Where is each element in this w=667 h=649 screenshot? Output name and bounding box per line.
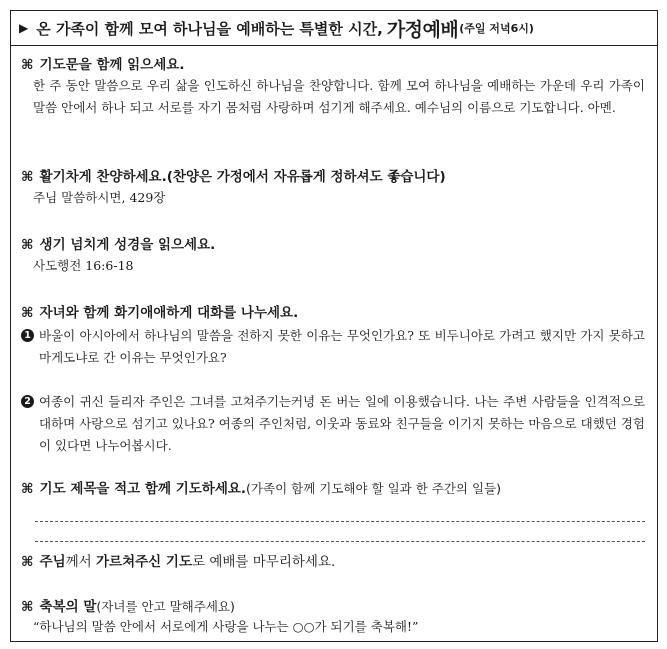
section-talk (21, 303, 649, 457)
section-heading: ⌘ 주님께서 가르쳐주신 기도로 예배를 마무리하세요. (21, 554, 336, 570)
section-prayer (21, 55, 649, 119)
section-heading: ⌘ 기도 제목을 적고 함께 기도하세요.(가족이 함께 기도해야 할 일과 한 주간의 일들) (21, 481, 501, 497)
command-mark-icon: ⌘ (21, 481, 34, 497)
section-scripture (21, 235, 649, 277)
command-mark-icon: ⌘ (21, 169, 34, 185)
section-heading: ⌘ 활기차게 찬양하세요.(찬양은 가정에서 자유롭게 정하셔도 좋습니다) (21, 169, 446, 185)
title-emphasis: 가정예배 (386, 18, 459, 41)
number-2-icon: 2 (21, 395, 34, 408)
writing-line (35, 541, 645, 542)
question-item (21, 325, 649, 369)
section-closing (21, 552, 649, 572)
command-mark-icon: ⌘ (21, 57, 34, 73)
section-blessing (21, 597, 649, 637)
section-prayer-topics (21, 479, 649, 499)
question-text: 여종이 귀신 들리자 주인은 그녀를 고쳐주기는커녕 돈 버는 일에 이용했습니다. 나는 주변 사람들을 인격적으로 대하며 사랑으로 섬기고 있나요? 여종의 주인처럼, 이웃과 동료와 친구들을 이기지 못하는 마음으로 대했던 경험이 있다면 나누어봅시다. (39, 394, 645, 453)
section-praise (21, 167, 649, 209)
praise-song: 주님 말씀하시면, 429장 (33, 190, 166, 205)
number-1-icon: 1 (21, 329, 34, 342)
section-heading: ⌘ 축복의 말(자녀를 안고 말해주세요) (21, 599, 235, 615)
triangle-marker-icon: ▶ (19, 21, 29, 35)
question-item (21, 391, 649, 457)
time-note: (주일 저녁6시) (459, 22, 534, 35)
blessing-text: “하나님의 말씀 안에서 서로에게 사랑을 나누는 ○○가 되기를 축복해!” (33, 619, 419, 634)
section-heading: ⌘ 자녀와 함께 화기애애하게 대화를 나누세요. (21, 305, 299, 321)
writing-line (35, 521, 645, 522)
question-text: 바울이 아시아에서 하나님의 말씀을 전하지 못한 이유는 무엇인가요? 또 비두니아로 가려고 했지만 가지 못하고 마게도냐로 간 이유는 무엇인가요? (39, 328, 645, 365)
command-mark-icon: ⌘ (21, 554, 34, 570)
section-heading: ⌘ 생기 넘치게 성경을 읽으세요. (21, 237, 216, 253)
command-mark-icon: ⌘ (21, 305, 34, 321)
page-title (11, 11, 657, 46)
command-mark-icon: ⌘ (21, 237, 34, 253)
prayer-text: 한 주 동안 말씀으로 우리 삶을 인도하신 하나님을 찬양합니다. 함께 모여 하나님을 예배하는 가운데 우리 가족이 말씀 안에서 하나 되고 서로를 자기 몸처럼 사랑하며 섬기게 해주세요. 예수님의 이름으로 기도합니다. 아멘. (33, 78, 645, 115)
scripture-reference: 사도행전 16:6-18 (33, 258, 134, 273)
worship-guide-frame (10, 10, 658, 642)
title-text: 온 가족이 함께 모여 하나님을 예배하는 특별한 시간, (36, 19, 383, 38)
section-heading: ⌘ 기도문을 함께 읽으세요. (21, 57, 185, 73)
command-mark-icon: ⌘ (21, 599, 34, 615)
